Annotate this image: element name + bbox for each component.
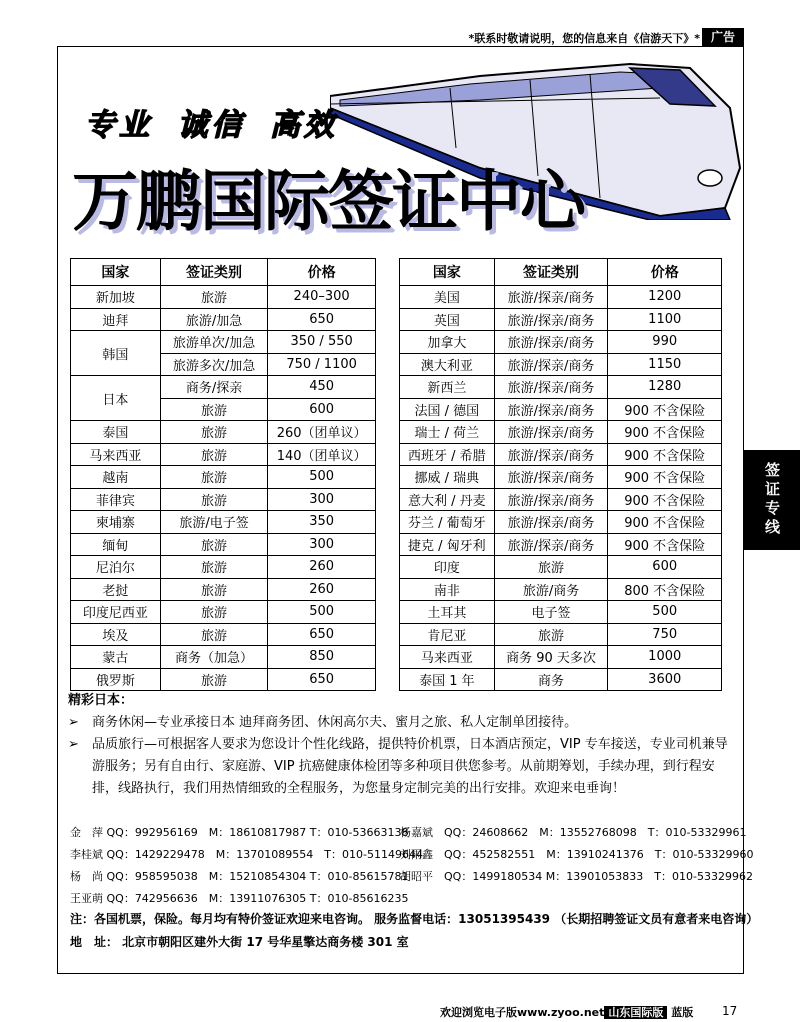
table-cell: 140（团单议）	[268, 443, 376, 466]
table-cell: 旅游	[160, 533, 267, 556]
japan-section	[68, 690, 728, 800]
table-cell: 900 不含保险	[608, 443, 722, 466]
column-header: 签证类别	[160, 259, 267, 286]
table-cell: 旅游	[160, 466, 267, 489]
table-cell: 260	[268, 556, 376, 579]
table-cell: 850	[268, 646, 376, 669]
table-cell: 泰国	[71, 421, 161, 444]
column-header: 价格	[268, 259, 376, 286]
ad-label: 广告	[702, 28, 744, 46]
column-gap	[376, 421, 400, 444]
table-cell: 新加坡	[71, 286, 161, 309]
table-row	[71, 556, 722, 579]
footer-prefix: 欢迎浏览电子版www.zyoo.net	[440, 1006, 605, 1019]
table-row	[71, 308, 722, 331]
table-row	[71, 601, 722, 624]
table-cell: 捷克 / 匈牙利	[400, 533, 495, 556]
column-header: 国家	[71, 259, 161, 286]
column-gap	[376, 511, 400, 534]
table-cell: 埃及	[71, 623, 161, 646]
table-cell: 西班牙 / 希腊	[400, 443, 495, 466]
address: 地 址： 北京市朝阳区建外大街 17 号华星擎达商务楼 301 室	[70, 935, 409, 949]
page-title: 万鹏国际签证中心	[72, 163, 584, 240]
table-cell: 英国	[400, 308, 495, 331]
footer-suffix: 蓝版	[671, 1006, 694, 1019]
table-cell: 印度尼西亚	[71, 601, 161, 624]
table-row	[71, 668, 722, 691]
column-gap	[376, 601, 400, 624]
table-cell: 旅游/探亲/商务	[494, 398, 608, 421]
table-cell: 旅游	[160, 556, 267, 579]
column-gap	[376, 668, 400, 691]
contact-entry: 王亚萌 QQ：742956636 M：13911076305 T：010-85616235	[70, 892, 409, 905]
table-cell: 350	[268, 511, 376, 534]
table-cell: 900 不含保险	[608, 398, 722, 421]
table-cell: 350 / 550	[268, 331, 376, 354]
table-row	[71, 376, 722, 399]
table-cell: 600	[608, 556, 722, 579]
column-header: 价格	[608, 259, 722, 286]
table-row	[71, 466, 722, 489]
table-cell: 马来西亚	[400, 646, 495, 669]
table-cell: 加拿大	[400, 331, 495, 354]
table-cell: 3600	[608, 668, 722, 691]
table-cell: 老挝	[71, 578, 161, 601]
column-header: 签证类别	[494, 259, 608, 286]
table-cell: 旅游	[160, 601, 267, 624]
column-gap	[376, 398, 400, 421]
column-gap	[376, 286, 400, 309]
table-cell: 500	[268, 466, 376, 489]
column-gap	[376, 556, 400, 579]
table-cell: 990	[608, 331, 722, 354]
table-cell: 马来西亚	[71, 443, 161, 466]
table-row	[71, 331, 722, 354]
table-cell: 旅游/探亲/商务	[494, 376, 608, 399]
table-cell: 旅游/探亲/商务	[494, 308, 608, 331]
table-cell: 旅游	[160, 578, 267, 601]
table-cell: 意大利 / 丹麦	[400, 488, 495, 511]
japan-heading: 精彩日本：	[68, 693, 134, 708]
column-header: 国家	[400, 259, 495, 286]
column-gap	[376, 466, 400, 489]
table-cell: 新西兰	[400, 376, 495, 399]
table-cell: 越南	[71, 466, 161, 489]
table-cell: 旅游/探亲/商务	[494, 443, 608, 466]
table-cell: 旅游/探亲/商务	[494, 466, 608, 489]
contact-entry: 刘雨鑫 QQ：452582551 M：13910241376 T：010-53329960	[400, 848, 754, 861]
table-cell: 肯尼亚	[400, 623, 495, 646]
table-cell: 蒙古	[71, 646, 161, 669]
table-cell: 500	[608, 601, 722, 624]
table-row	[71, 421, 722, 444]
table-cell: 旅游	[160, 398, 267, 421]
table-cell: 1200	[608, 286, 722, 309]
table-cell: 旅游/探亲/商务	[494, 421, 608, 444]
table-row	[71, 443, 722, 466]
footer	[440, 1004, 693, 1020]
table-cell: 750	[608, 623, 722, 646]
contact-entry: 胡昭平 QQ：1499180534 M：13901053833 T：010-53329962	[400, 870, 753, 883]
table-cell: 旅游/探亲/商务	[494, 286, 608, 309]
table-cell: 800 不含保险	[608, 578, 722, 601]
table-row	[71, 398, 722, 421]
list-item	[68, 734, 728, 800]
table-header-row	[71, 259, 722, 286]
table-cell: 旅游/电子签	[160, 511, 267, 534]
table-cell: 商务/探亲	[160, 376, 267, 399]
table-row	[71, 353, 722, 376]
table-cell: 650	[268, 668, 376, 691]
table-cell: 芬兰 / 葡萄牙	[400, 511, 495, 534]
table-cell: 260（团单议）	[268, 421, 376, 444]
table-cell: 土耳其	[400, 601, 495, 624]
table-cell: 日本	[71, 376, 161, 421]
table-cell: 商务	[494, 668, 608, 691]
arrow-bullet-icon: ➢	[68, 715, 79, 730]
table-row	[71, 646, 722, 669]
table-cell: 1100	[608, 308, 722, 331]
table-cell: 1000	[608, 646, 722, 669]
table-row	[71, 533, 722, 556]
table-cell: 法国 / 德国	[400, 398, 495, 421]
visa-price-table	[70, 258, 722, 691]
table-cell: 电子签	[494, 601, 608, 624]
table-cell: 900 不含保险	[608, 488, 722, 511]
header-note: *联系时敬请说明，您的信息来自《信游天下》*	[468, 32, 700, 45]
table-cell: 南非	[400, 578, 495, 601]
table-cell: 1280	[608, 376, 722, 399]
column-gap	[376, 646, 400, 669]
table-cell: 缅甸	[71, 533, 161, 556]
table-row	[71, 511, 722, 534]
table-row	[71, 286, 722, 309]
table-cell: 900 不含保险	[608, 466, 722, 489]
table-cell: 旅游/探亲/商务	[494, 488, 608, 511]
table-cell: 旅游/探亲/商务	[494, 533, 608, 556]
table-cell: 商务（加急）	[160, 646, 267, 669]
contact-list	[70, 824, 754, 912]
table-cell: 迪拜	[71, 308, 161, 331]
column-gap	[376, 353, 400, 376]
table-cell: 旅游单次/加急	[160, 331, 267, 354]
table-cell: 650	[268, 308, 376, 331]
table-cell: 600	[268, 398, 376, 421]
table-cell: 旅游/探亲/商务	[494, 353, 608, 376]
table-cell: 瑞士 / 荷兰	[400, 421, 495, 444]
table-cell: 柬埔寨	[71, 511, 161, 534]
column-gap	[376, 623, 400, 646]
arrow-bullet-icon: ➢	[68, 737, 79, 752]
japan-item-text: 品质旅行—可根据客人要求为您设计个性化线路，提供特价机票，日本酒店预定，VIP 专车接送，专业司机兼导游服务；另有自由行、家庭游、VIP 抗癌健康体检团等多种项目供您参考。从前期筹划，手续办理，到行程安排，线路执行，我们用热情细致的全程服务，为您量身定制完美的出行安排。欢迎来电垂询！	[92, 737, 728, 796]
table-cell: 260	[268, 578, 376, 601]
column-gap	[376, 443, 400, 466]
table-cell: 450	[268, 376, 376, 399]
contact-entry: 李桂斌 QQ：1429229478 M：13701089554 T：010-51149644	[70, 848, 423, 861]
table-cell: 旅游	[494, 623, 608, 646]
table-cell: 300	[268, 488, 376, 511]
table-row	[71, 488, 722, 511]
table-cell: 500	[268, 601, 376, 624]
list-item	[68, 712, 728, 734]
side-tab: 签证专线	[744, 450, 800, 550]
table-cell: 商务 90 天多次	[494, 646, 608, 669]
slogan: 专业 诚信 高效	[85, 108, 338, 143]
table-cell: 旅游/探亲/商务	[494, 331, 608, 354]
column-gap	[376, 331, 400, 354]
table-cell: 旅游	[160, 443, 267, 466]
japan-item-text: 商务休闲—专业承接日本 迪拜商务团、休闲高尔夫、蜜月之旅、私人定制单团接待。	[92, 715, 578, 730]
column-gap	[376, 533, 400, 556]
column-gap	[376, 259, 400, 286]
column-gap	[376, 488, 400, 511]
table-cell: 900 不含保险	[608, 533, 722, 556]
table-cell: 澳大利亚	[400, 353, 495, 376]
table-cell: 印度	[400, 556, 495, 579]
table-cell: 旅游	[160, 623, 267, 646]
table-row	[71, 623, 722, 646]
table-cell: 750 / 1100	[268, 353, 376, 376]
table-cell: 650	[268, 623, 376, 646]
column-gap	[376, 578, 400, 601]
footnote: 注：各国机票，保险。每月均有特价签证欢迎来电咨询。 服务监督电话：13051395439 （长期招聘签证文员有意者来电咨询）	[70, 912, 759, 926]
table-cell: 旅游/探亲/商务	[494, 511, 608, 534]
table-cell: 旅游/商务	[494, 578, 608, 601]
table-cell: 旅游多次/加急	[160, 353, 267, 376]
table-cell: 900 不含保险	[608, 421, 722, 444]
table-cell: 尼泊尔	[71, 556, 161, 579]
contact-entry: 金 萍 QQ：992956169 M：18610817987 T：010-53663138	[70, 826, 409, 839]
table-cell: 韩国	[71, 331, 161, 376]
table-cell: 菲律宾	[71, 488, 161, 511]
table-cell: 900 不含保险	[608, 511, 722, 534]
table-cell: 挪威 / 瑞典	[400, 466, 495, 489]
table-cell: 旅游	[494, 556, 608, 579]
page-number: 17	[722, 1004, 738, 1018]
table-cell: 旅游	[160, 668, 267, 691]
table-cell: 旅游/加急	[160, 308, 267, 331]
table-cell: 美国	[400, 286, 495, 309]
contact-entry: 杨嘉斌 QQ：24608662 M：13552768098 T：010-53329961	[400, 826, 747, 839]
column-gap	[376, 376, 400, 399]
table-cell: 1150	[608, 353, 722, 376]
table-cell: 泰国 1 年	[400, 668, 495, 691]
edition-badge: 山东国际版	[604, 1006, 667, 1019]
table-cell: 旅游	[160, 421, 267, 444]
table-cell: 300	[268, 533, 376, 556]
table-cell: 240–300	[268, 286, 376, 309]
table-row	[71, 578, 722, 601]
contact-entry: 杨 尚 QQ：958595038 M：15210854304 T：010-85615781	[70, 870, 409, 883]
column-gap	[376, 308, 400, 331]
table-cell: 旅游	[160, 488, 267, 511]
table-cell: 旅游	[160, 286, 267, 309]
table-cell: 俄罗斯	[71, 668, 161, 691]
